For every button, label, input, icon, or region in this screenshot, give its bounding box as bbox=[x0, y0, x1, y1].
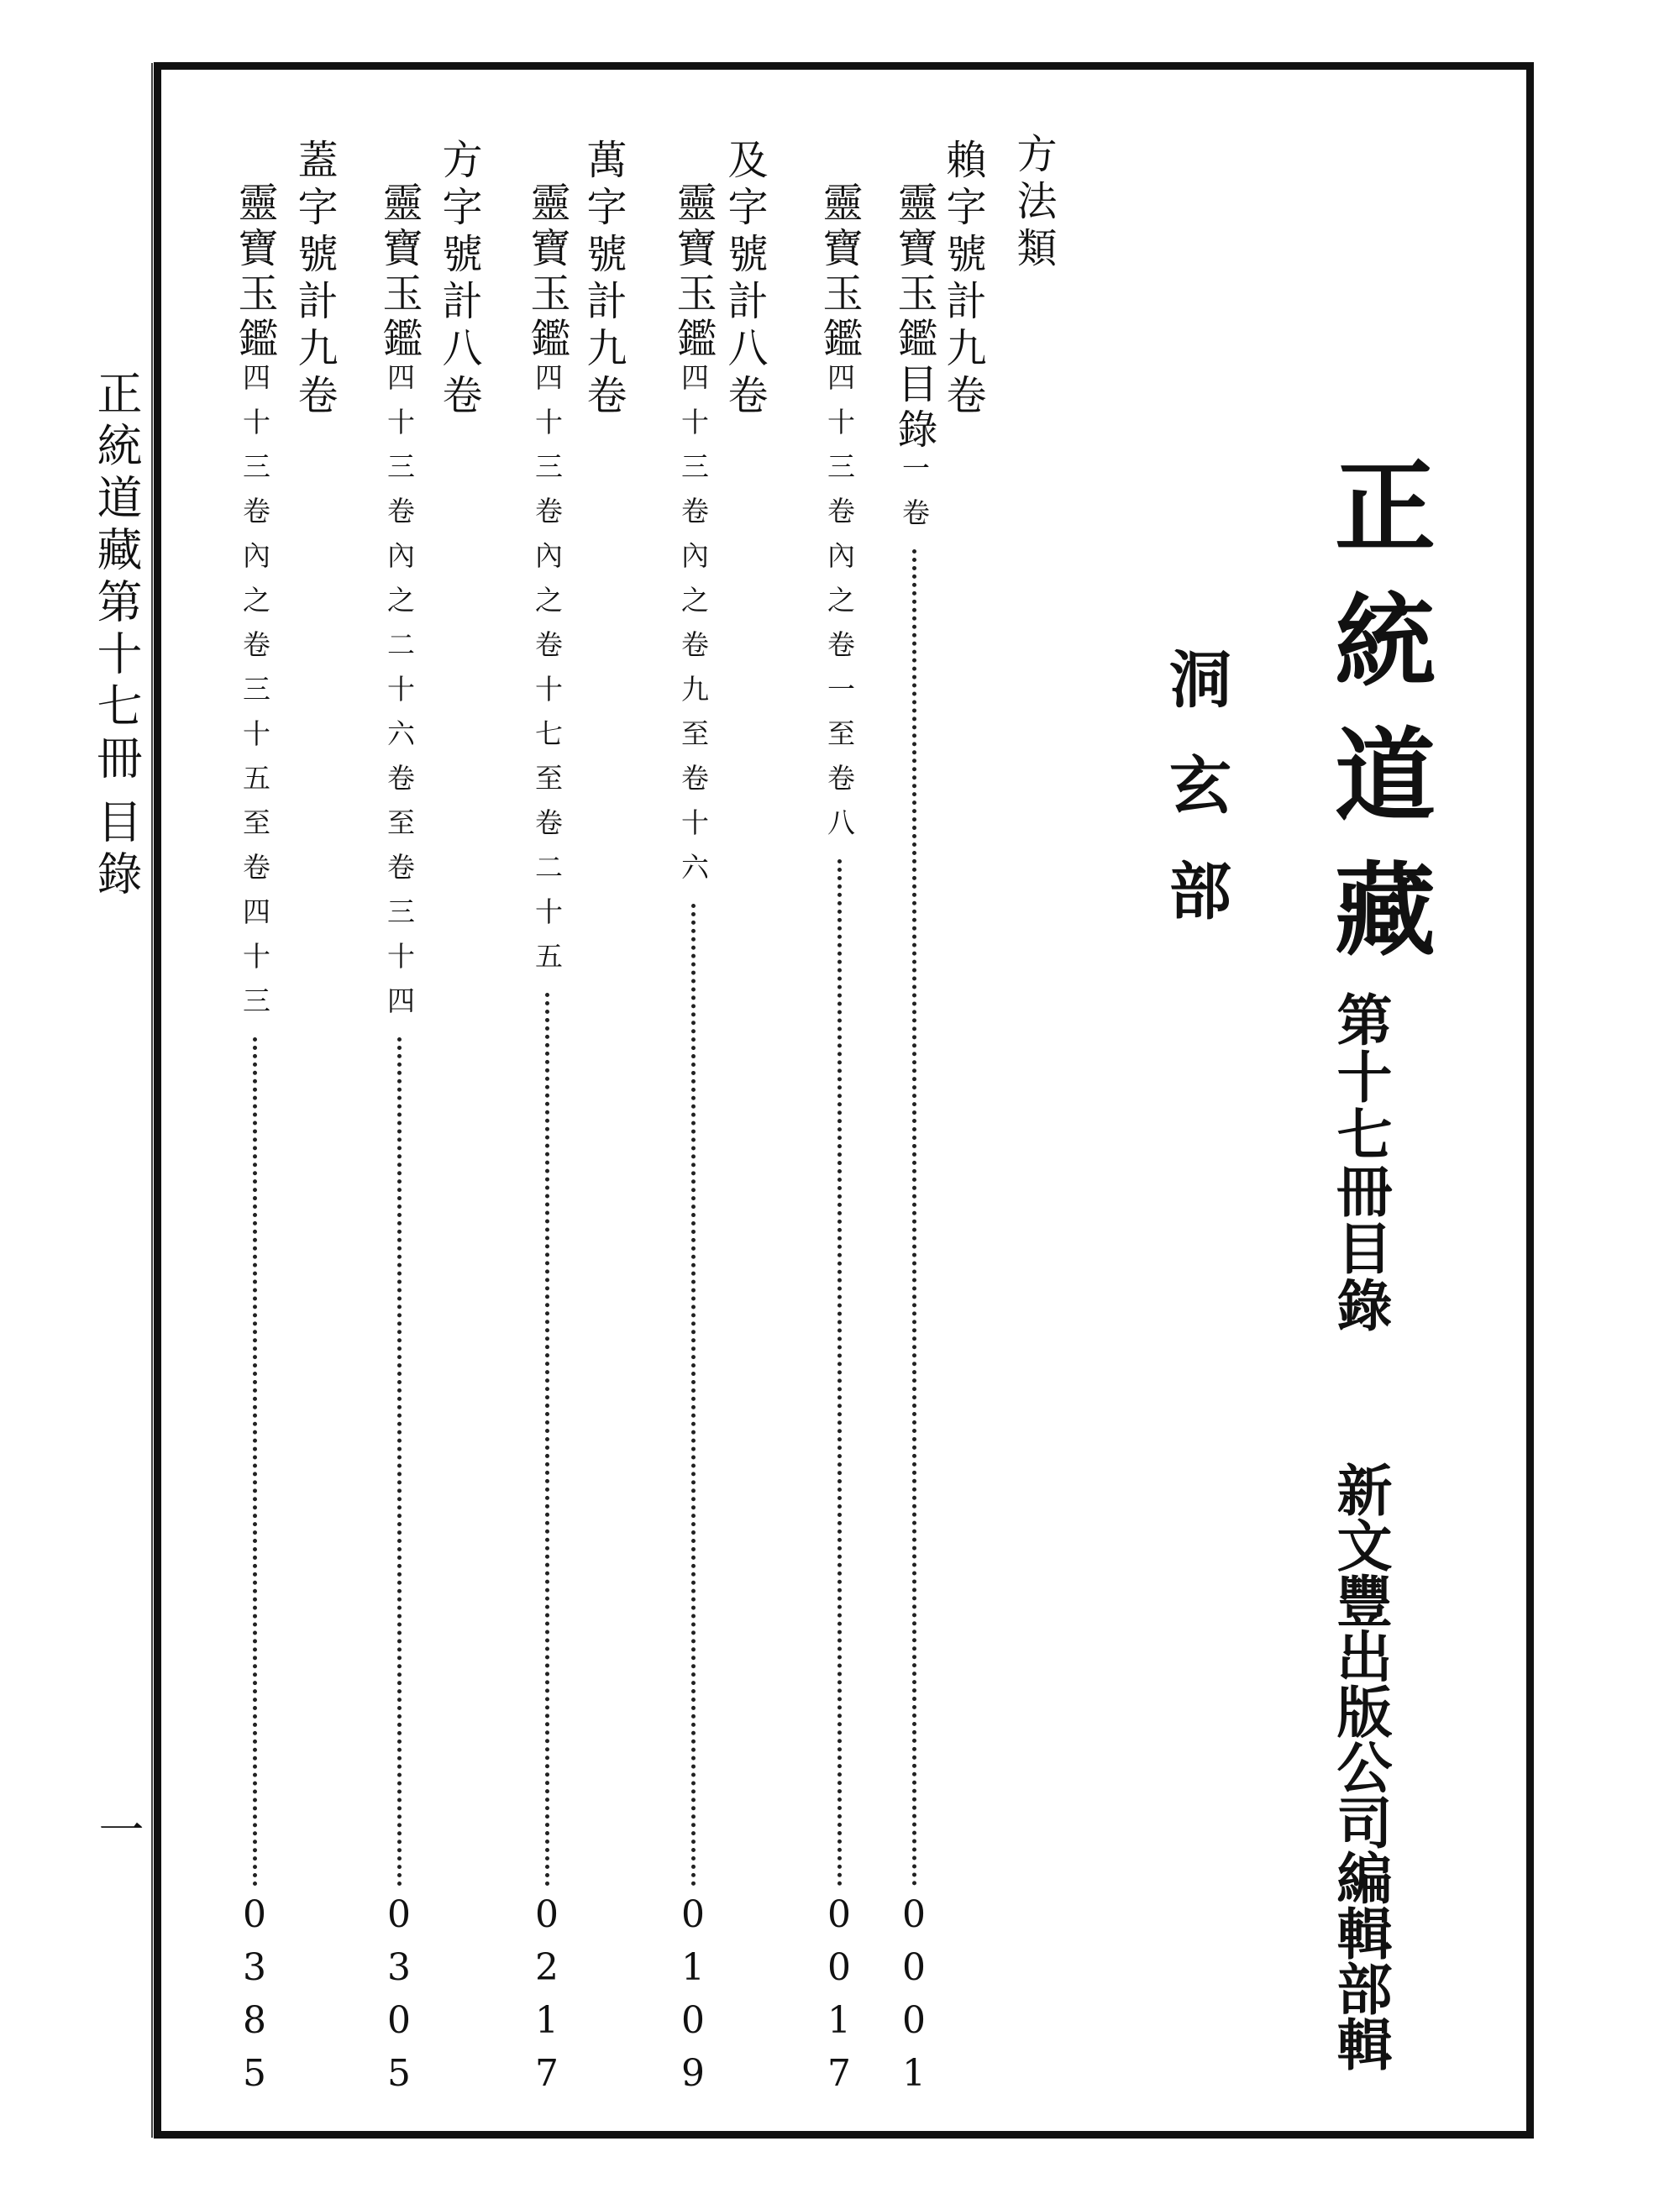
margin-page-number: 一 bbox=[92, 1806, 144, 1851]
entry-note: 四十三卷內之卷三十五至卷四十三 bbox=[239, 363, 271, 1031]
leader-dots bbox=[912, 549, 916, 1887]
toc-entry bbox=[814, 181, 864, 2105]
group-heading: 蓋字號計九卷 bbox=[291, 139, 338, 421]
collection-title: 正統道藏 bbox=[1318, 454, 1436, 991]
entry-note: 一卷 bbox=[898, 454, 931, 543]
leader-dots bbox=[837, 859, 842, 1887]
page-number: 0217 bbox=[525, 1893, 569, 2105]
group-heading: 萬字號計九卷 bbox=[580, 139, 627, 421]
division-title: 洞玄部 bbox=[1159, 647, 1231, 964]
page-number: 0305 bbox=[377, 1893, 421, 2105]
leader-dots bbox=[545, 993, 549, 1887]
toc-entry bbox=[522, 181, 572, 2105]
margin-rule bbox=[151, 63, 153, 2138]
group-heading: 及字號計八卷 bbox=[721, 139, 768, 421]
entry-title: 靈寶玉鑑目錄 bbox=[890, 181, 937, 454]
entry-note: 四十三卷內之卷一至卷八 bbox=[823, 363, 856, 853]
page-number: 0109 bbox=[671, 1893, 715, 2105]
leader-dots bbox=[253, 1037, 257, 1887]
leader-dots bbox=[397, 1037, 402, 1887]
margin-section-label: 目錄 bbox=[90, 798, 143, 902]
toc-entry bbox=[229, 181, 280, 2105]
leader-dots bbox=[691, 904, 696, 1887]
entry-title: 靈寶玉鑑 bbox=[816, 181, 863, 363]
group-heading: 方字號計八卷 bbox=[435, 139, 482, 421]
publisher-credit: 新文豐出版公司編輯部輯 bbox=[1327, 1462, 1393, 2071]
toc-entry bbox=[668, 181, 718, 2105]
category-heading: 方法類 bbox=[1010, 133, 1057, 274]
entry-title: 靈寶玉鑑 bbox=[231, 181, 278, 363]
margin-book-title: 正統道藏第十七冊 bbox=[90, 370, 143, 786]
page-number: 0001 bbox=[892, 1893, 936, 2105]
toc-entry bbox=[374, 181, 424, 2105]
entry-title: 靈寶玉鑑 bbox=[523, 181, 570, 363]
entry-title: 靈寶玉鑑 bbox=[669, 181, 717, 363]
entry-title: 靈寶玉鑑 bbox=[375, 181, 423, 363]
toc-entry bbox=[889, 181, 939, 2105]
entry-note: 四十三卷內之二十六卷至卷三十四 bbox=[383, 363, 416, 1031]
page-number: 0017 bbox=[817, 1893, 861, 2105]
group-heading: 賴字號計九卷 bbox=[939, 139, 986, 421]
volume-title: 第十七冊目錄 bbox=[1327, 991, 1393, 1334]
page-number: 0385 bbox=[233, 1893, 276, 2105]
entry-note: 四十三卷內之卷十七至卷二十五 bbox=[531, 363, 564, 986]
entry-note: 四十三卷內之卷九至卷十六 bbox=[677, 363, 710, 897]
